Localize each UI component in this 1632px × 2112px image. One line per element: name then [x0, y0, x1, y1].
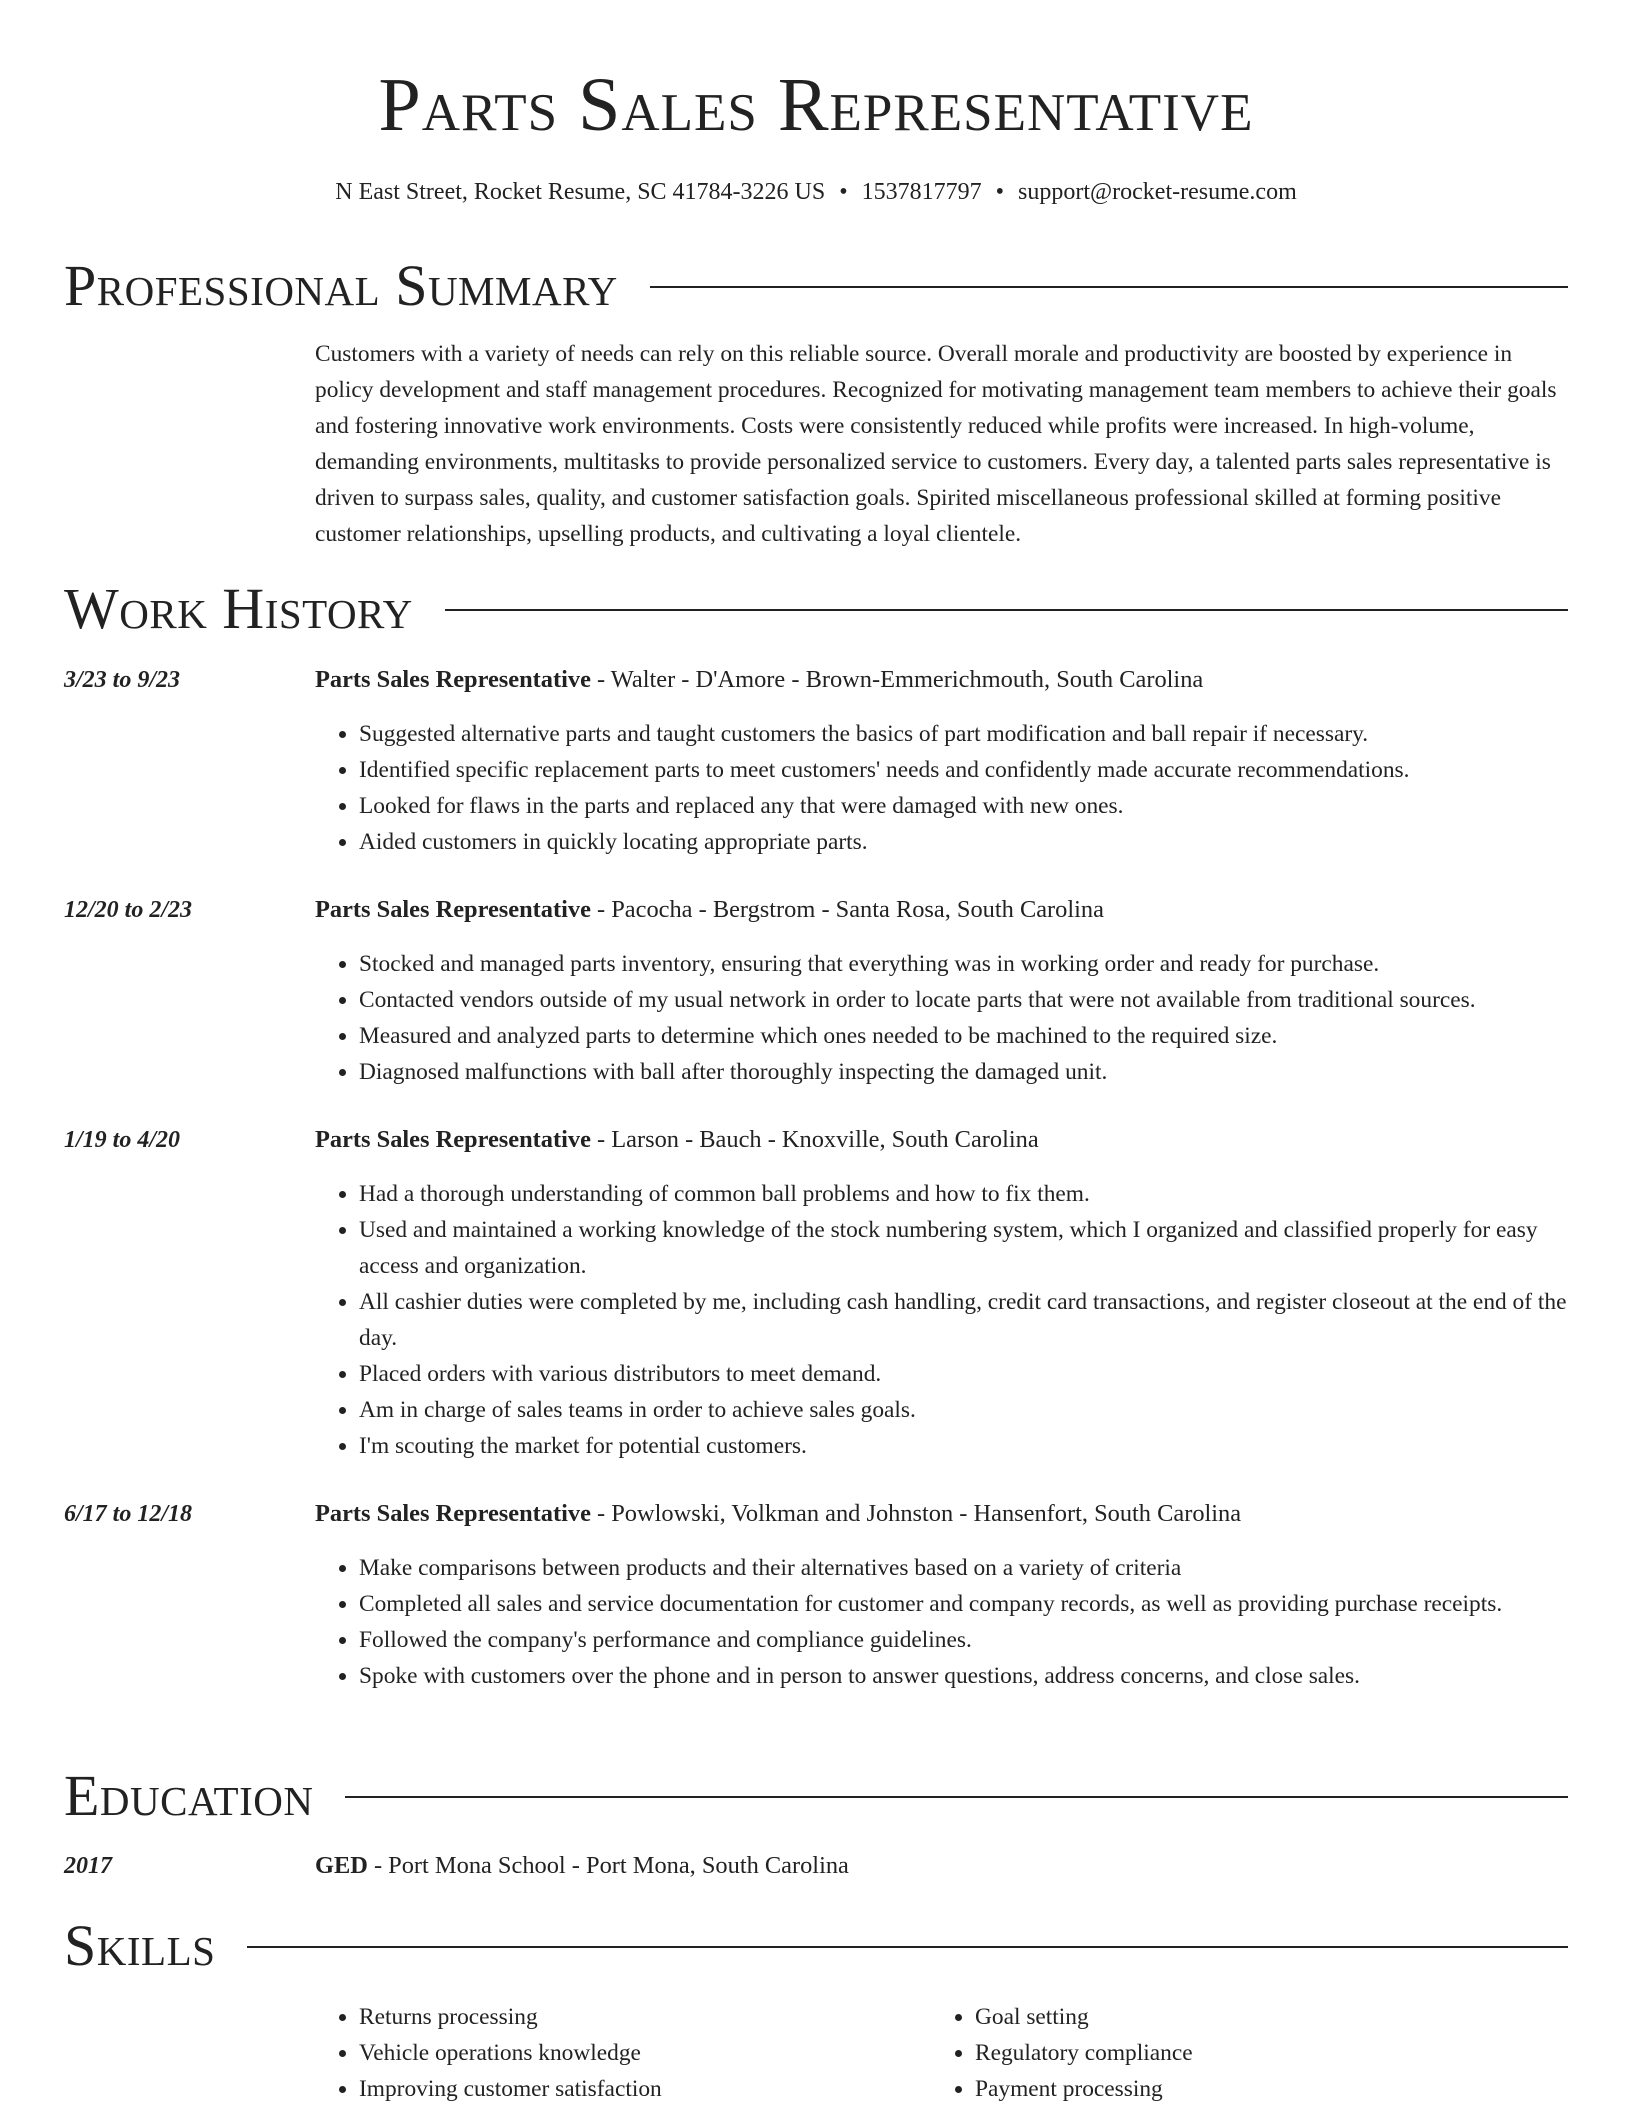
- list-item: • Used and maintained a working knowledge of the stock numbering system, which I organized and classified properly for easy access and organization.: [359, 1212, 1568, 1284]
- list-item: • Had a thorough understanding of common ball problems and how to fix them.: [359, 1176, 1568, 1212]
- section-divider: [650, 286, 1568, 288]
- list-item: • Looked for flaws in the parts and replaced any that were damaged with new ones.: [359, 788, 1568, 824]
- skills-section-header: [64, 1914, 1568, 1978]
- section-divider: [445, 609, 1568, 611]
- contact-address: N East Street, Rocket Resume, SC 41784-3226 US: [335, 179, 826, 205]
- job-title: Parts Sales Representative: [315, 896, 591, 923]
- list-item: • Diagnosed malfunctions with ball after thoroughly inspecting the damaged unit.: [359, 1054, 1568, 1090]
- contact-separator: •: [839, 179, 848, 205]
- list-item: • Placed orders with various distributors to meet demand.: [359, 1356, 1568, 1392]
- list-item: • Followed the company's performance and compliance guidelines.: [359, 1622, 1568, 1658]
- job-details: - Walter - D'Amore - Brown-Emmerichmouth, South Carolina: [590, 666, 1204, 693]
- job-details: - Pacocha - Bergstrom - Santa Rosa, South Carolina: [590, 896, 1104, 923]
- skills-list-left: [315, 1999, 919, 2107]
- job-dates: 3/23 to 9/23: [64, 667, 181, 693]
- job-title: Parts Sales Representative: [315, 1126, 591, 1153]
- list-item: • I'm scouting the market for potential customers.: [359, 1428, 1568, 1464]
- list-item: • Stocked and managed parts inventory, ensuring that everything was in working order and ready for purchase.: [359, 946, 1568, 982]
- section-title-work-history: Work History: [64, 576, 413, 641]
- contact-separator: •: [995, 179, 1005, 205]
- resume-name: Parts Sales Representative: [378, 63, 1254, 147]
- job-bullets: [315, 1176, 1568, 1464]
- summary-section-header: [64, 254, 1568, 318]
- list-item: • All cashier duties were completed by me, including cash handling, credit card transactions, and register closeout at the end of the day.: [359, 1284, 1568, 1356]
- section-divider: [247, 1946, 1568, 1948]
- section-title-education: Education: [64, 1763, 314, 1828]
- job-dates: 12/20 to 2/23: [64, 897, 193, 923]
- list-item: • Identified specific replacement parts to meet customers' needs and confidently made accurate recommendations.: [359, 752, 1568, 788]
- list-item: • Spoke with customers over the phone and in person to answer questions, address concerns, and close sales.: [359, 1658, 1568, 1694]
- list-item: • Make comparisons between products and their alternatives based on a variety of criteria: [359, 1550, 1568, 1586]
- job-details: - Larson - Bauch - Knoxville, South Carolina: [590, 1126, 1039, 1153]
- contact-phone: 1537817797: [861, 179, 982, 205]
- summary-text: Customers with a variety of needs can rely on this reliable source. Overall morale and productivity are boosted by experience in policy development and staff management procedures. Recognized for motivating management team members to achieve their goals and fostering innovative work environments. Costs were consistently reduced while profits were increased. In high-volume, demanding environments, multitasks to provide personalized service to customers. Every day, a talented parts sales representative is driven to surpass sales, quality, and customer satisfaction goals. Spirited miscellaneous professional skilled at forming positive customer relationships, upselling products, and cultivating a loyal clientele.: [315, 341, 1557, 547]
- job-bullets: [315, 716, 1568, 860]
- list-item: • Aided customers in quickly locating appropriate parts.: [359, 824, 1568, 860]
- section-divider: [345, 1796, 1568, 1798]
- job-title: Parts Sales Representative: [315, 1500, 591, 1527]
- list-item: • Returns processing: [359, 1999, 919, 2035]
- job-heading: [315, 1122, 1039, 1158]
- list-item: • Completed all sales and service documentation for customer and company records, as well as providing purchase receipts.: [359, 1586, 1568, 1622]
- job-bullets: [315, 946, 1568, 1090]
- resume-page: [64, 0, 1568, 2112]
- section-title-skills: Skills: [64, 1913, 216, 1978]
- education-section-header: [64, 1764, 1568, 1828]
- list-item: • Am in charge of sales teams in order to achieve sales goals.: [359, 1392, 1568, 1428]
- job-details: - Powlowski, Volkman and Johnston - Hansenfort, South Carolina: [590, 1500, 1242, 1527]
- list-item: • Vehicle operations knowledge: [359, 2035, 919, 2071]
- job-heading: [315, 662, 1203, 698]
- job-dates: 6/17 to 12/18: [64, 1501, 193, 1527]
- job-dates: 1/19 to 4/20: [64, 1127, 181, 1153]
- education-details: - Port Mona School - Port Mona, South Carolina: [367, 1852, 849, 1879]
- job-heading: [315, 892, 1104, 928]
- job-heading: [315, 1496, 1241, 1532]
- education-degree: GED: [315, 1852, 368, 1879]
- job-title: Parts Sales Representative: [315, 666, 591, 693]
- contact-email: support@rocket-resume.com: [1018, 179, 1297, 205]
- education-heading: [315, 1848, 849, 1884]
- list-item: • Regulatory compliance: [975, 2035, 1535, 2071]
- work-history-section-header: [64, 577, 1568, 641]
- skills-list-right: [931, 1999, 1535, 2107]
- list-item: • Goal setting: [975, 1999, 1535, 2035]
- list-item: • Suggested alternative parts and taught customers the basics of part modification and ball repair if necessary.: [359, 716, 1568, 752]
- list-item: • Contacted vendors outside of my usual network in order to locate parts that were not available from traditional sources.: [359, 982, 1568, 1018]
- job-bullets: [315, 1550, 1568, 1694]
- education-year: 2017: [64, 1853, 112, 1879]
- list-item: • Payment processing: [975, 2071, 1535, 2107]
- contact-line: [64, 174, 1568, 210]
- section-title-summary: Professional Summary: [64, 253, 618, 318]
- list-item: • Measured and analyzed parts to determine which ones needed to be machined to the required size.: [359, 1018, 1568, 1054]
- list-item: • Improving customer satisfaction: [359, 2071, 919, 2107]
